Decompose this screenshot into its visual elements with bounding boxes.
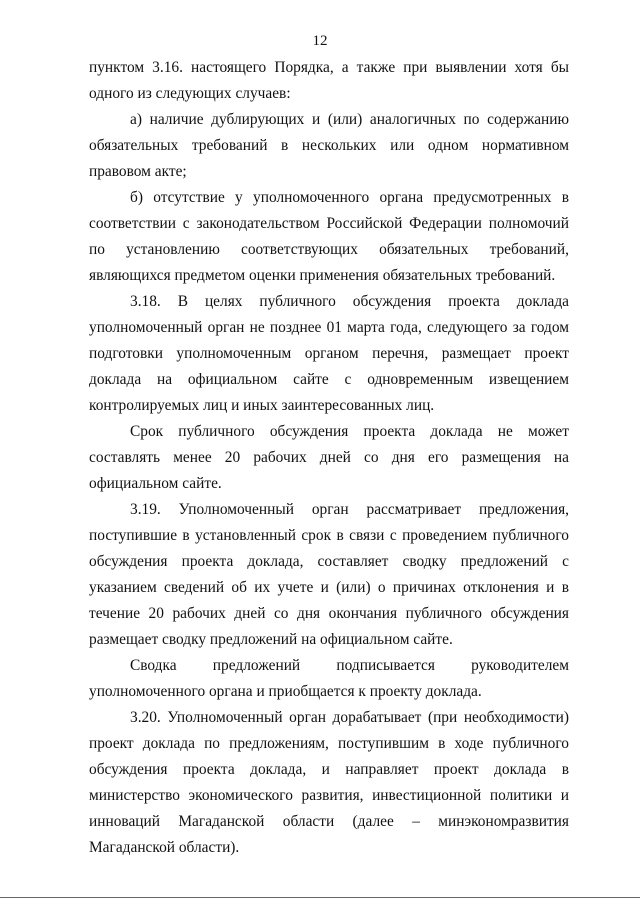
paragraph-item-b: б) отсутствие у уполномоченного органа предусмотренных в соответствии с законодательством Российской Федерации полномочий по установлению соответствующих обязательных требований, являющихся предметом оценки применения обязательных требований. xyxy=(89,189,569,284)
paragraph-3-18: 3.18. В целях публичного обсуждения проекта доклада уполномоченный орган не позднее 01 марта года, следующего за годом подготовки уполномоченным органом перечня, размещает проект доклада на официальном сайте с одновременным извещением контролируемых лиц и иных заинтересованных лиц. xyxy=(89,293,569,414)
page-bottom-edge xyxy=(0,897,640,898)
page-number: 12 xyxy=(312,33,328,49)
paragraph-3-19: 3.19. Уполномоченный орган рассматривает предложения, поступившие в установленный срок в связи с проведением публичного обсуждения проекта доклада, составляет сводку предложений с указанием сведений об их учете и (или) о причинах отклонения и в течение 20 рабочих дней со дня окончания публичного обсуждения размещает сводку предложений на официальном сайте. xyxy=(89,501,569,648)
document-body xyxy=(89,55,569,861)
paragraph-item-a: а) наличие дублирующих и (или) аналогичных по содержанию обязательных требований в нескольких или одном нормативном правовом акте; xyxy=(89,111,569,180)
paragraph-continuation: пунктом 3.16. настоящего Порядка, а также при выявлении хотя бы одного из следующих случаев: xyxy=(89,59,569,102)
paragraph-3-20: 3.20. Уполномоченный орган дорабатывает (при необходимости) проект доклада по предложениям, поступившим в ходе публичного обсуждения проекта доклада, и направляет проект доклада в министерство экономического развития, инвестиционной политики и инноваций Магаданской области (далее – минэкономразвития Магаданской области). xyxy=(89,709,569,856)
paragraph-summary-signing: Сводка предложений подписывается руководителем уполномоченного органа и приобщается к проекту доклада. xyxy=(89,657,569,700)
paragraph-discussion-term: Срок публичного обсуждения проекта доклада не может составлять менее 20 рабочих дней со дня его размещения на официальном сайте. xyxy=(89,423,569,492)
